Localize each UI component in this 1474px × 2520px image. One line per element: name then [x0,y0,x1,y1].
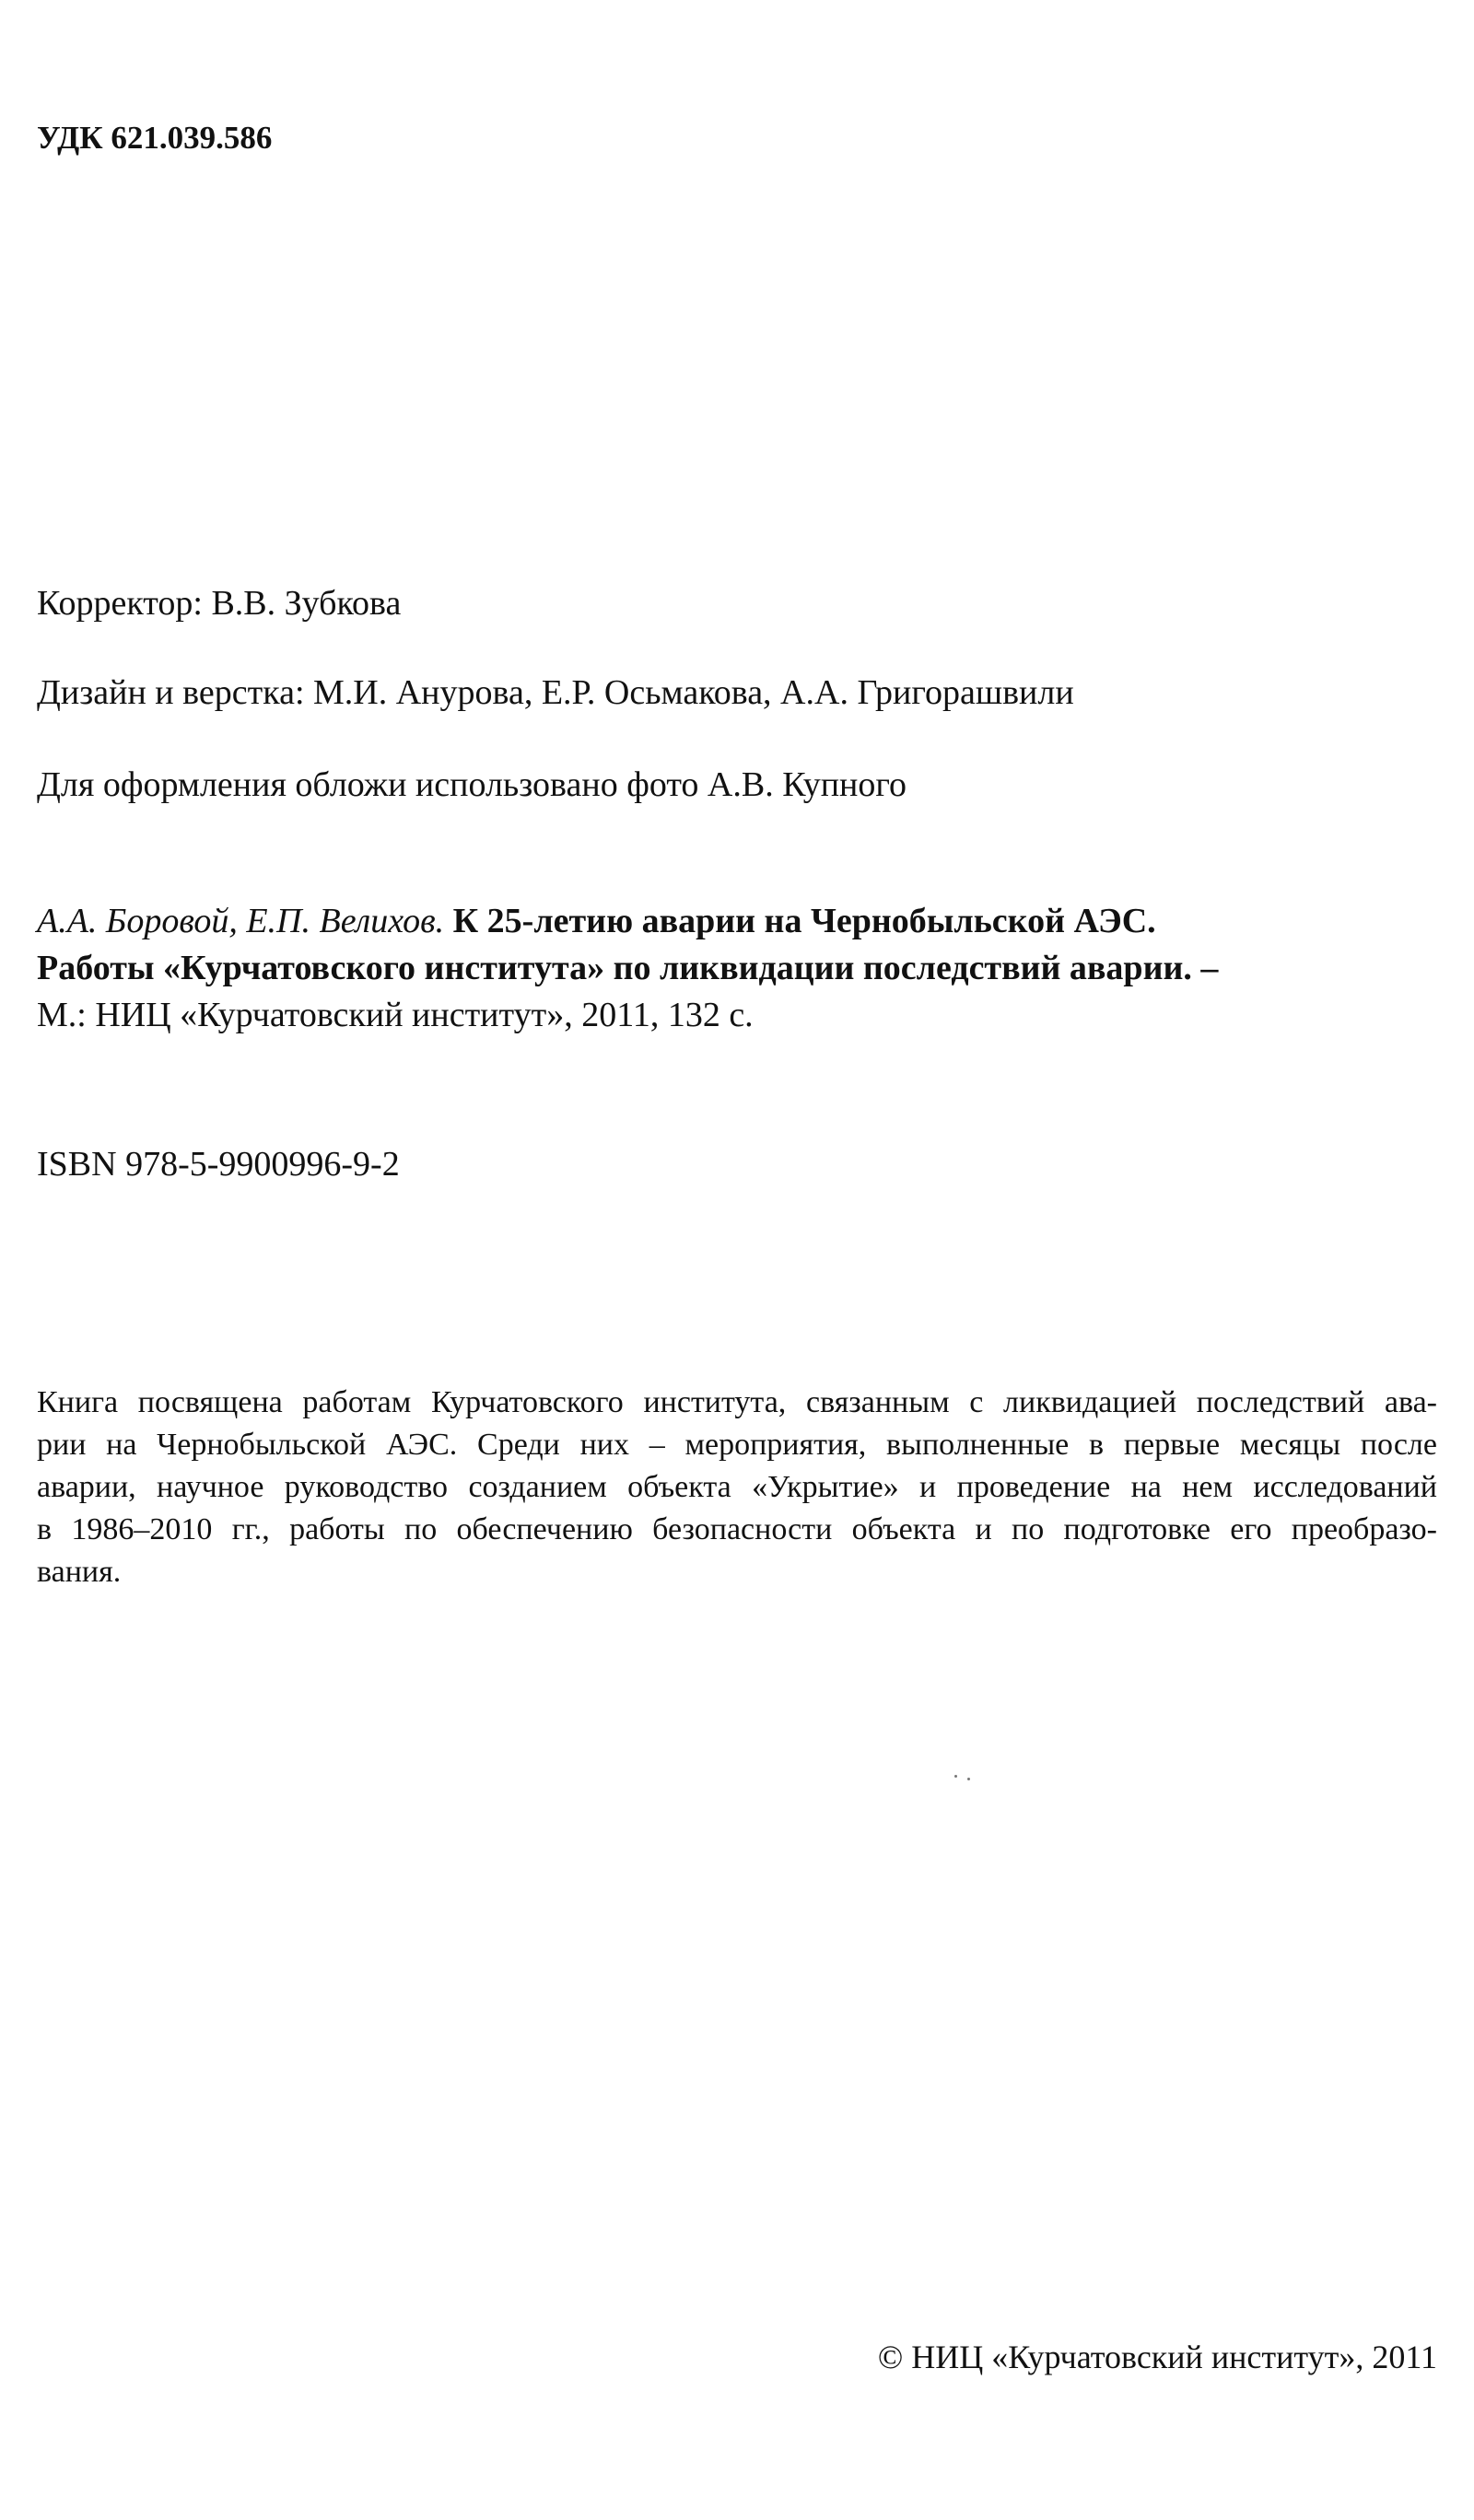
copyright: © НИЦ «Курчатовский институт», 2011 [877,2339,1437,2375]
abstract-line: аварии, научное руководство созданием объекта «Укрытие» и проведение на нем исследований [37,1470,1437,1504]
cover-photo-credit: Для оформления обложи использовано фото А.В. Купного [37,765,907,804]
bibliographic-description [37,898,1437,1039]
book-title-line-1: К 25-летию аварии на Чернобыльской АЭС. [452,902,1156,940]
isbn: ISBN 978-5-9900996-9-2 [37,1145,400,1184]
abstract-line: вания. [37,1555,122,1589]
biblio-line-1 [37,898,1437,945]
authors: А.А. Боровой, Е.П. Велихов. [37,902,445,940]
udk-code: УДК 621.039.586 [37,120,273,156]
abstract-line: Книга посвящена работам Курчатовского института, связанным с ликвидацией последствий ава- [37,1385,1437,1419]
imprint: М.: НИЦ «Курчатовский институт», 2011, 132 с. [37,996,754,1034]
print-specks [954,1775,982,1782]
book-title-line-2: Работы «Курчатовского института» по ликвидации последствий аварии. – [37,949,1219,987]
design-credit: Дизайн и верстка: М.И. Анурова, Е.Р. Осьмакова, А.А. Григорашвили [37,673,1074,712]
speck [967,1778,970,1780]
abstract-line: в 1986–2010 гг., работы по обеспечению безопасности объекта и по подготовке его преобразо- [37,1512,1437,1546]
abstract [37,1382,1437,1593]
abstract-line: рии на Чернобыльской АЭС. Среди них – мероприятия, выполненные в первые месяцы после [37,1428,1437,1462]
speck [954,1775,957,1778]
corrector-credit: Корректор: В.В. Зубкова [37,584,402,623]
